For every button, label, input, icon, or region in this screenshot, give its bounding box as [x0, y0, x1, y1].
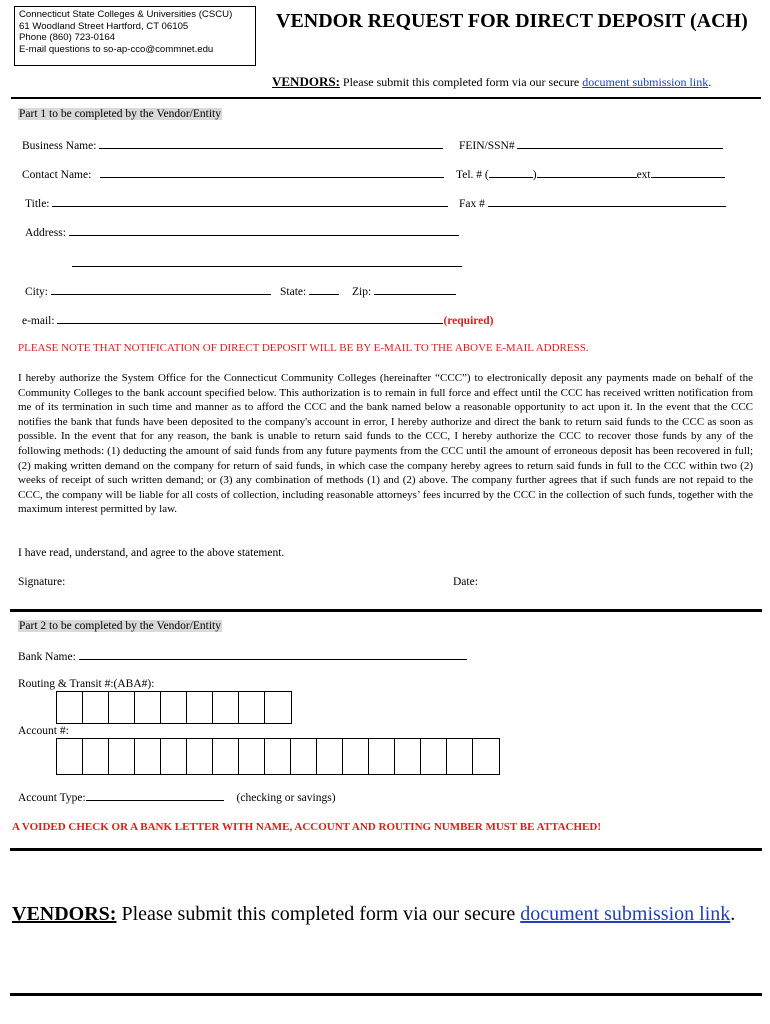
title-field[interactable]: [25, 196, 448, 210]
state-line[interactable]: [309, 284, 339, 295]
part1-heading-label: Part 1 to be completed by the Vendor/Entity: [19, 108, 221, 120]
tel-line[interactable]: [537, 167, 637, 178]
footer-divider: [10, 993, 762, 996]
address-line-2[interactable]: [72, 256, 462, 267]
routing-digit-box[interactable]: [239, 692, 265, 723]
address-line-1[interactable]: [69, 225, 459, 236]
email-line[interactable]: [57, 313, 443, 324]
account-digit-box[interactable]: [291, 739, 317, 774]
account-digit-box[interactable]: [57, 739, 83, 774]
account-digit-box[interactable]: [421, 739, 447, 774]
tel-field[interactable]: [456, 167, 725, 181]
address-field[interactable]: [25, 225, 459, 239]
account-digit-box[interactable]: [343, 739, 369, 774]
org-line-email: E-mail questions to so-ap-cco@commnet.edu: [19, 43, 214, 55]
account-type-hint: (checking or savings): [236, 792, 336, 804]
part2-heading-label: Part 2 to be completed by the Vendor/Entity: [19, 620, 221, 632]
org-line-phone: Phone (860) 723-0164: [19, 32, 116, 44]
account-digit-box[interactable]: [187, 739, 213, 774]
fein-label: FEIN/SSN#: [459, 140, 515, 152]
ext-label: ext: [636, 169, 651, 181]
period-large: .: [730, 903, 736, 925]
bank-name-field[interactable]: [18, 649, 467, 663]
org-line-street: 61 Woodland Street Hartford, CT 06105: [19, 20, 189, 32]
voided-check-notice: A VOIDED CHECK OR A BANK LETTER WITH NAME, ACCOUNT AND ROUTING NUMBER MUST BE ATTACHED!: [12, 821, 601, 833]
city-field[interactable]: [25, 284, 271, 298]
account-digit-box[interactable]: [213, 739, 239, 774]
routing-digit-box[interactable]: [161, 692, 187, 723]
vendors-label-large: VENDORS:: [12, 903, 117, 925]
submit-notice-bottom: [12, 903, 735, 926]
zip-field[interactable]: [352, 284, 456, 298]
submit-text: Please submit this completed form via our secure: [339, 75, 583, 89]
part1-heading: [18, 108, 222, 120]
area-code-line[interactable]: [489, 167, 533, 178]
account-digit-box[interactable]: [109, 739, 135, 774]
title-label: Title:: [25, 198, 50, 210]
city-line[interactable]: [51, 284, 271, 295]
city-label: City:: [25, 286, 49, 298]
account-digit-box[interactable]: [447, 739, 473, 774]
account-type-field[interactable]: [18, 790, 336, 804]
vendors-label: VENDORS:: [272, 74, 340, 89]
fein-field[interactable]: [459, 138, 723, 152]
address-line-2-field[interactable]: [72, 256, 462, 270]
submit-notice-top: [272, 74, 711, 90]
state-field[interactable]: [280, 284, 339, 298]
account-digit-box[interactable]: [265, 739, 291, 774]
organization-address-box: [14, 6, 256, 66]
contact-name-field[interactable]: [22, 167, 444, 181]
email-field[interactable]: [22, 313, 494, 327]
business-name-label: Business Name:: [22, 140, 97, 152]
contact-name-label: Contact Name:: [22, 169, 92, 181]
routing-label: Routing & Transit #:(ABA#):: [18, 678, 155, 690]
authorization-paragraph: I hereby authorize the System Office for the Connecticut Community Colleges (hereinafter “CCC”) to electronically deposit any payments made on behalf of the Community Colleges to the bank account specified below. This authorization is to remain in full force and effect until the CCC has received written notification from me of its termination in such time and manner as to afford the CCC and the bank named below a reasonable opportunity to act upon it. In the event that the CCC notifies the bank that funds have been deposited to the company's account in error, I hereby authorize and direct the bank to return said funds to the CCC as soon as possible. In the event that for any reason, the bank is unable to return said funds to the CCC, I hereby authorize the CCC to recover those funds by any of the following methods: (1) deducting the amount of said funds from any future payments from the CCC until the amount of erroneous deposit has been recovered in full; (2) making written demand on the company for return of said funds, in which case the company hereby agrees to return said funds in full to the CCC within two (2) weeks of receipt of such written demand; or (3) any combination of methods (1) and (2) above. The company further agrees that if such funds are not repaid to the CCC, the company will be liable for all costs of collection, including reasonable attorneys’ fees incurred by the CCC in the collection of such funds, together with the maximum interest permitted by law.: [18, 372, 753, 516]
email-label: e-mail:: [22, 315, 55, 327]
routing-digit-box[interactable]: [83, 692, 109, 723]
zip-line[interactable]: [374, 284, 456, 295]
email-notification-notice: PLEASE NOTE THAT NOTIFICATION OF DIRECT DEPOSIT WILL BE BY E-MAIL TO THE ABOVE E-MAIL ADDRESS.: [18, 342, 589, 354]
routing-digit-box[interactable]: [187, 692, 213, 723]
bank-name-label: Bank Name:: [18, 651, 76, 663]
state-label: State:: [280, 286, 307, 298]
account-number-boxes[interactable]: [56, 738, 500, 775]
account-digit-box[interactable]: [239, 739, 265, 774]
routing-digit-box[interactable]: [57, 692, 83, 723]
section-divider: [10, 609, 762, 612]
routing-digit-box[interactable]: [213, 692, 239, 723]
routing-digit-box[interactable]: [135, 692, 161, 723]
section-divider-bottom: [10, 848, 762, 851]
account-digit-box[interactable]: [395, 739, 421, 774]
account-digit-box[interactable]: [135, 739, 161, 774]
document-submission-link[interactable]: document submission link: [582, 75, 709, 89]
required-label: (required): [443, 315, 494, 327]
form-title: VENDOR REQUEST FOR DIRECT DEPOSIT (ACH): [276, 10, 748, 32]
tel-label: Tel. # (: [456, 169, 489, 181]
fax-field[interactable]: [459, 196, 726, 210]
ext-line[interactable]: [651, 167, 725, 178]
zip-label: Zip:: [352, 286, 372, 298]
fax-line[interactable]: [488, 196, 726, 207]
fein-line[interactable]: [517, 138, 723, 149]
part2-heading: [18, 620, 222, 632]
business-name-line[interactable]: [99, 138, 443, 149]
submit-text-large: Please submit this completed form via our secure: [116, 903, 521, 925]
divider: [11, 97, 761, 99]
bank-name-line[interactable]: [79, 649, 467, 660]
period: .: [708, 75, 712, 89]
agree-statement: I have read, understand, and agree to the above statement.: [18, 547, 285, 559]
org-line-name: Connecticut State Colleges & Universities (CSCU): [19, 9, 233, 20]
business-name-field[interactable]: [22, 138, 443, 152]
routing-number-boxes[interactable]: [56, 691, 292, 724]
account-type-line[interactable]: [86, 790, 224, 801]
account-digit-box[interactable]: [161, 739, 187, 774]
tel-close: ): [532, 169, 537, 181]
contact-name-line[interactable]: [100, 167, 444, 178]
routing-digit-box[interactable]: [109, 692, 135, 723]
date-label: Date:: [453, 576, 478, 588]
account-digit-box[interactable]: [473, 739, 499, 774]
document-submission-link-large[interactable]: document submission link: [520, 903, 731, 925]
account-label: Account #:: [18, 725, 69, 737]
title-line[interactable]: [52, 196, 448, 207]
fax-label: Fax #: [459, 198, 485, 210]
account-digit-box[interactable]: [369, 739, 395, 774]
signature-label: Signature:: [18, 576, 66, 588]
routing-digit-box[interactable]: [265, 692, 291, 723]
account-digit-box[interactable]: [317, 739, 343, 774]
account-type-label: Account Type:: [18, 792, 86, 804]
address-label: Address:: [25, 227, 66, 239]
account-digit-box[interactable]: [83, 739, 109, 774]
